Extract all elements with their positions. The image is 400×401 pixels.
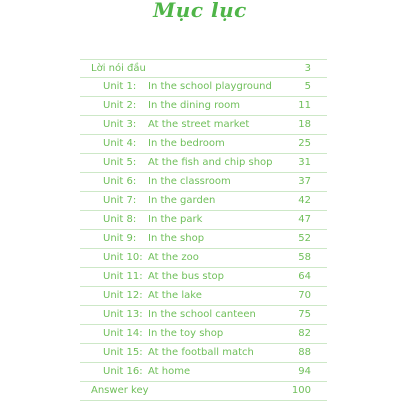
toc-page-number: 75 — [298, 309, 311, 320]
toc-page-number: 70 — [298, 290, 311, 301]
page-title: Mục lục — [153, 0, 247, 22]
toc-unit-label: Unit 10: — [103, 252, 143, 263]
toc-row-unit-15[interactable] — [80, 344, 327, 363]
toc-row-answer-key[interactable] — [80, 382, 327, 401]
toc-unit-title: At the bus stop — [148, 271, 225, 282]
toc-row-unit-6[interactable] — [80, 173, 327, 192]
toc-row-unit-14[interactable] — [80, 325, 327, 344]
toc-unit-label: Unit 15: — [103, 347, 143, 358]
toc-page-number: 11 — [298, 100, 311, 111]
toc-row-unit-12[interactable] — [80, 287, 327, 306]
toc-unit-label: Unit 2: — [103, 100, 137, 111]
toc-unit-title: In the school playground — [148, 81, 272, 92]
toc-row-preface[interactable] — [80, 59, 327, 78]
toc-page-number: 100 — [291, 385, 311, 396]
toc-page-number: 64 — [298, 271, 311, 282]
toc-unit-label: Unit 1: — [103, 81, 137, 92]
toc-unit-title: At home — [148, 366, 191, 377]
toc-row-unit-4[interactable] — [80, 135, 327, 154]
toc-unit-title: At the fish and chip shop — [148, 157, 273, 168]
toc-unit-label: Unit 9: — [103, 233, 137, 244]
toc-unit-title: In the shop — [148, 233, 205, 244]
toc-row-unit-5[interactable] — [80, 154, 327, 173]
toc-page-number: 82 — [298, 328, 311, 339]
toc-row-unit-2[interactable] — [80, 97, 327, 116]
toc-unit-label: Unit 13: — [103, 309, 143, 320]
toc-page-number: 58 — [298, 252, 311, 263]
toc-unit-title: At the lake — [148, 290, 202, 301]
toc-row-unit-3[interactable] — [80, 116, 327, 135]
toc-row-unit-7[interactable] — [80, 192, 327, 211]
toc-page-number: 94 — [298, 366, 311, 377]
toc-page-number: 5 — [304, 81, 311, 92]
toc-unit-title: At the zoo — [148, 252, 199, 263]
toc-unit-title: In the dining room — [148, 100, 241, 111]
toc-unit-title: At the football match — [148, 347, 254, 358]
toc-unit-title: At the street market — [148, 119, 250, 130]
toc-unit-title: In the classroom — [148, 176, 231, 187]
toc-unit-label: Unit 3: — [103, 119, 137, 130]
toc-row-unit-8[interactable] — [80, 211, 327, 230]
toc-unit-label: Unit 11: — [103, 271, 143, 282]
toc-row-unit-11[interactable] — [80, 268, 327, 287]
toc-page-number: 47 — [298, 214, 311, 225]
toc-page-number: 37 — [298, 176, 311, 187]
toc-unit-title: In the garden — [148, 195, 216, 206]
toc-unit-title: In the bedroom — [148, 138, 225, 149]
toc-answer-key-label: Answer key — [91, 385, 149, 396]
toc-page-number: 18 — [298, 119, 311, 130]
toc-row-unit-1[interactable] — [80, 78, 327, 97]
toc-unit-label: Unit 6: — [103, 176, 137, 187]
toc-row-unit-10[interactable] — [80, 249, 327, 268]
toc-row-unit-9[interactable] — [80, 230, 327, 249]
toc-unit-label: Unit 8: — [103, 214, 137, 225]
toc-page-number: 25 — [298, 138, 311, 149]
toc-unit-title: In the park — [148, 214, 203, 225]
toc-row-unit-16[interactable] — [80, 363, 327, 382]
toc-page-number: 52 — [298, 233, 311, 244]
toc-page-number: 31 — [298, 157, 311, 168]
toc-preface-label: Lời nói đầu — [91, 63, 146, 74]
toc-page-number: 88 — [298, 347, 311, 358]
toc-unit-label: Unit 5: — [103, 157, 137, 168]
toc-unit-title: In the toy shop — [148, 328, 224, 339]
toc-unit-title: In the school canteen — [148, 309, 256, 320]
toc-unit-label: Unit 4: — [103, 138, 137, 149]
toc-page-number: 3 — [304, 63, 311, 74]
toc-row-unit-13[interactable] — [80, 306, 327, 325]
toc-unit-label: Unit 14: — [103, 328, 143, 339]
toc-unit-label: Unit 16: — [103, 366, 143, 377]
toc-unit-label: Unit 7: — [103, 195, 137, 206]
toc-unit-label: Unit 12: — [103, 290, 143, 301]
toc-page-number: 42 — [298, 195, 311, 206]
table-of-contents — [80, 59, 327, 401]
